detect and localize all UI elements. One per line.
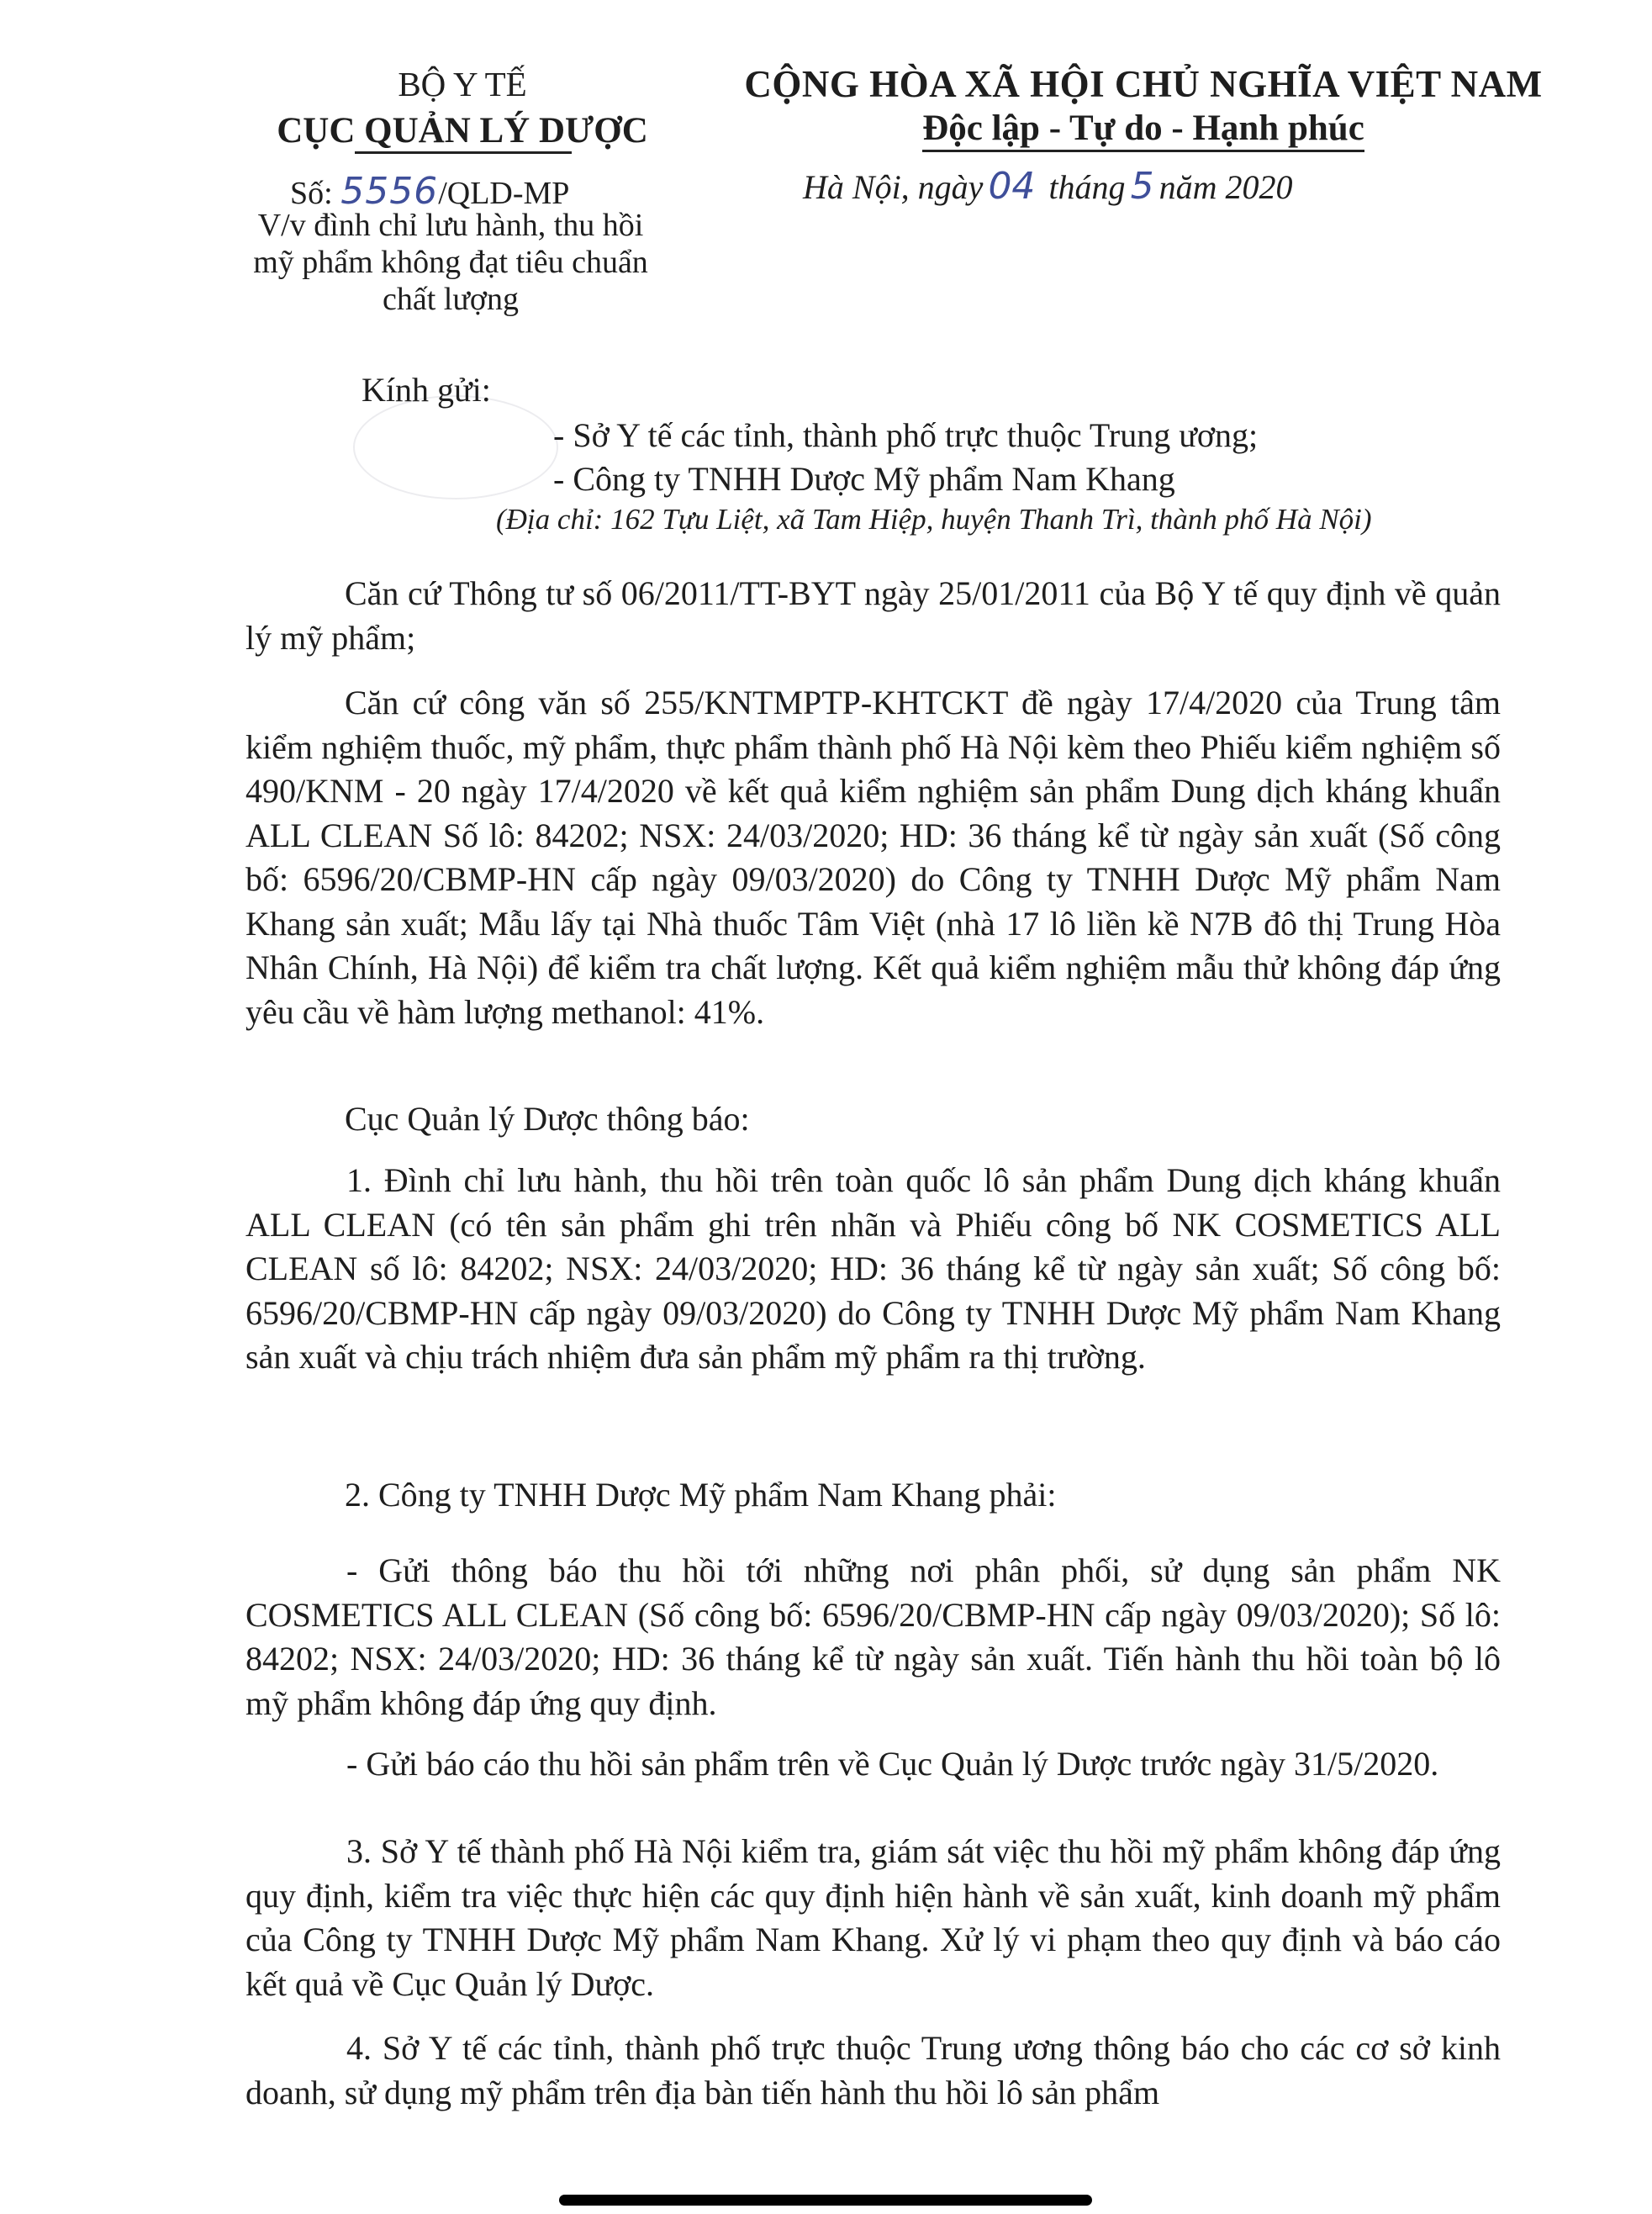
document-number-suffix: /QLD-MP xyxy=(438,176,570,211)
issue-date xyxy=(803,165,1292,208)
department-name xyxy=(252,108,673,155)
recipients-greeting: Kính gửi: xyxy=(362,371,491,409)
subject-line-1: V/v đình chỉ lưu hành, thu hồi xyxy=(257,208,644,243)
issuing-agency-block xyxy=(252,61,673,155)
country-name: CỘNG HÒA XÃ HỘI CHỦ NGHĨA VIỆT NAM xyxy=(744,63,1543,105)
subject-line-2: mỹ phẩm không đạt tiêu chuẩn xyxy=(253,245,648,280)
paragraph-announcement: Cục Quản lý Dược thông báo: xyxy=(345,1100,750,1138)
paragraph-item-2-bullet-2: - Gửi báo cáo thu hồi sản phẩm trên về Cục Quản lý Dược trước ngày 31/5/2020. xyxy=(346,1745,1439,1783)
national-motto: Độc lập - Tự do - Hạnh phúc xyxy=(922,108,1364,152)
recipient-address: (Địa chỉ: 162 Tựu Liệt, xã Tam Hiệp, huyện Thanh Trì, thành phố Hà Nội) xyxy=(496,503,1372,536)
subject-line-3: chất lượng xyxy=(382,282,520,317)
paragraph-item-2: 2. Công ty TNHH Dược Mỹ phẩm Nam Khang phải: xyxy=(345,1476,1057,1514)
document-number-handwritten: 5556 xyxy=(340,170,439,213)
department-underline xyxy=(355,151,572,154)
paragraph-legal-basis-2: Căn cứ công văn số 255/KNTMPTP-KHTCKT đề ngày 17/4/2020 của Trung tâm kiểm nghiệm thuốc, mỹ phẩm, thực phẩm thành phố Hà Nội kèm theo Phiếu kiểm nghiệm số 490/KNM - 20 ngày 17/4/2020 về kết quả kiểm nghiệm sản phẩm Dung dịch kháng khuẩn ALL CLEAN Số lô: 84202; NSX: 24/03/2020; HD: 36 tháng kể từ ngày sản xuất (Số công bố: 6596/20/CBMP-HN cấp ngày 09/03/2020) do Công ty TNHH Dược Mỹ phẩm Nam Khang sản xuất; Mẫu lấy tại Nhà thuốc Tâm Việt (nhà 17 lô liền kề N7B đô thị Trung Hòa Nhân Chính, Hà Nội) để kiểm tra chất lượng. Kết quả kiểm nghiệm mẫu thử không đáp ứng yêu cầu về hàm lượng methanol: 41%. xyxy=(245,684,1501,1031)
paragraph-item-1: 1. Đình chỉ lưu hành, thu hồi trên toàn quốc lô sản phẩm Dung dịch kháng khuẩn ALL CLEAN (có tên sản phẩm ghi trên nhãn và Phiếu công bố NK COSMETICS ALL CLEAN số lô: 84202; NSX: 24/03/2020; HD: 36 tháng kể từ ngày sản xuất; Số công bố: 6596/20/CBMP-HN cấp ngày 09/03/2020) do Công ty TNHH Dược Mỹ phẩm Nam Khang sản xuất và chịu trách nhiệm đưa sản phẩm mỹ phẩm ra thị trường. xyxy=(245,1161,1501,1376)
document-number-prefix: Số: xyxy=(290,176,333,211)
national-header-block xyxy=(698,61,1589,152)
paragraph-legal-basis-1: Căn cứ Thông tư số 06/2011/TT-BYT ngày 25/01/2011 của Bộ Y tế quy định về quản lý mỹ phẩm; xyxy=(245,574,1501,657)
issue-month-handwritten: 5 xyxy=(1130,165,1154,208)
issue-year: năm 2020 xyxy=(1159,168,1293,206)
paragraph-item-4: 4. Sở Y tế các tỉnh, thành phố trực thuộc Trung ương thông báo cho các cơ sở kinh doanh, sử dụng mỹ phẩm trên địa bàn tiến hành thu hồi lô sản phẩm xyxy=(245,2029,1501,2111)
home-indicator[interactable] xyxy=(559,2195,1092,2206)
document-subject xyxy=(232,207,669,318)
issue-month-label: tháng xyxy=(1048,168,1126,206)
paragraph-item-2-bullet-1: - Gửi thông báo thu hồi tới những nơi phân phối, sử dụng sản phẩm NK COSMETICS ALL CLEAN (Số công bố: 6596/20/CBMP-HN cấp ngày 09/03/2020); Số lô: 84202; NSX: 24/03/2020; HD: 36 tháng kể từ ngày sản xuất. Tiến hành thu hồi toàn bộ lô mỹ phẩm không đáp ứng quy định. xyxy=(245,1551,1501,1722)
department-name-text: CỤC QUẢN LÝ DƯỢC xyxy=(277,111,648,151)
paragraph-item-3: 3. Sở Y tế thành phố Hà Nội kiểm tra, giám sát việc thu hồi mỹ phẩm không đáp ứng quy định, kiểm tra việc thực hiện các quy định hiện hành về sản xuất, kinh doanh mỹ phẩm của Công ty TNHH Dược Mỹ phẩm Nam Khang. Xử lý vi phạm theo quy định và báo cáo kết quả về Cục Quản lý Dược. xyxy=(245,1832,1501,2003)
issue-date-prefix: Hà Nội, ngày xyxy=(803,168,984,206)
issue-day-handwritten: 04 xyxy=(988,165,1036,208)
recipient-item: - Sở Y tế các tỉnh, thành phố trực thuộc Trung ương; xyxy=(553,416,1259,454)
faint-stamp-mark xyxy=(353,395,558,499)
recipient-item: - Công ty TNHH Dược Mỹ phẩm Nam Khang xyxy=(553,460,1175,498)
ministry-name: BỘ Y TẾ xyxy=(398,65,527,103)
